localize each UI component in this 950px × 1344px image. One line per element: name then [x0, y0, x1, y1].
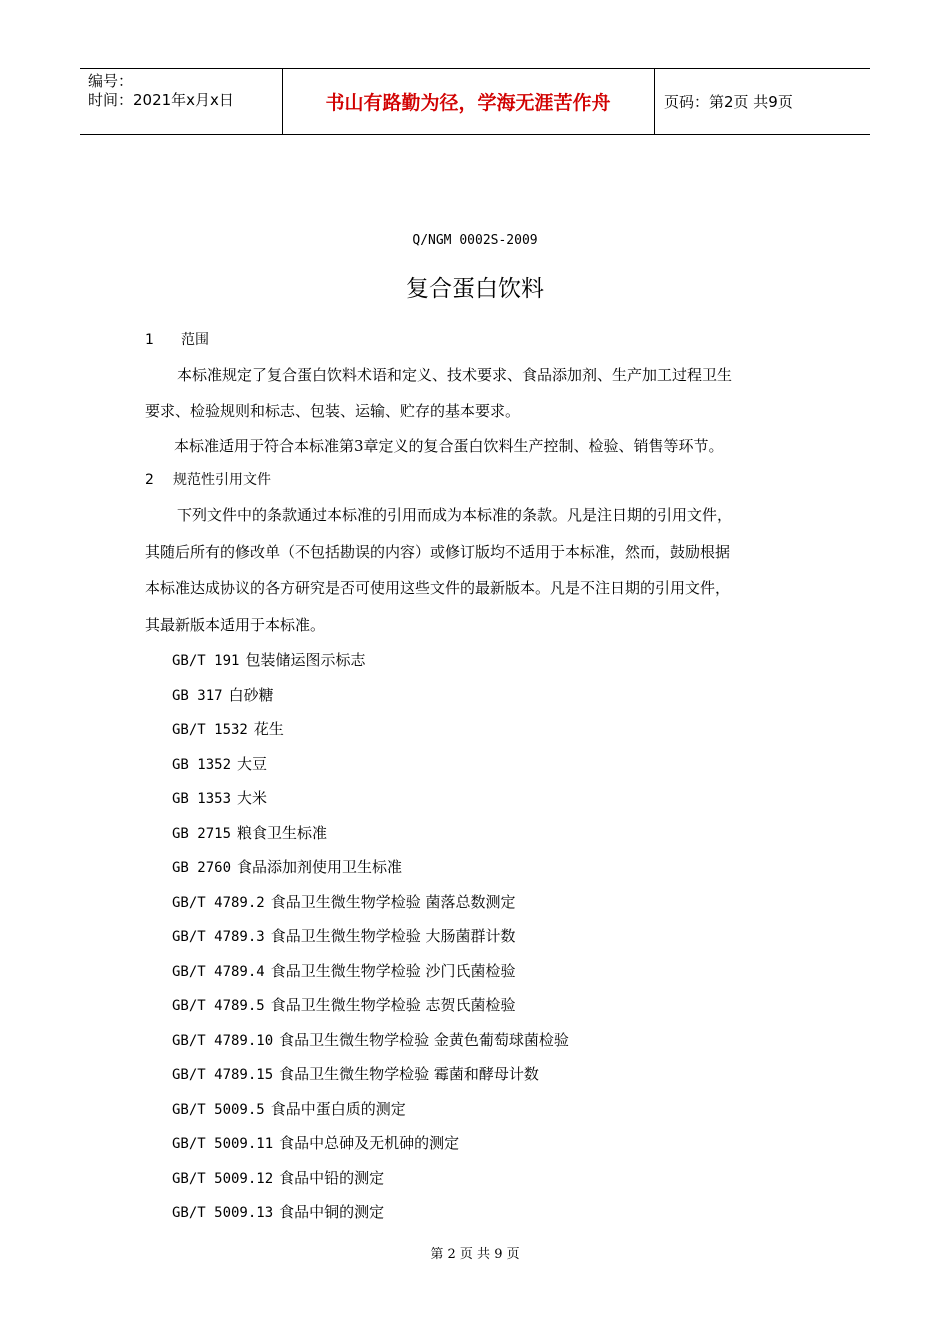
reference-item — [172, 1133, 459, 1154]
paragraph-line: 其最新版本适用于本标准。 — [145, 616, 326, 634]
document-title: 复合蛋白饮料 — [406, 276, 544, 302]
reference-code: GB/T 4789.4 — [172, 964, 265, 980]
page-footer: 第 2 页 共 9 页 — [430, 1247, 520, 1262]
reference-code: GB 2715 — [172, 826, 232, 842]
standard-number: Q/NGM 0002S-2009 — [412, 233, 538, 248]
header-table — [80, 68, 870, 135]
reference-name: 食品添加剂使用卫生标准 — [237, 858, 403, 876]
reference-name: 食品中蛋白质的测定 — [270, 1100, 406, 1118]
reference-item — [172, 754, 267, 775]
reference-name: 食品卫生微生物学检验 金黄色葡萄球菌检验 — [279, 1031, 569, 1049]
reference-code: GB/T 4789.3 — [172, 929, 265, 945]
reference-item — [172, 1168, 384, 1189]
reference-code: GB/T 4789.10 — [172, 1033, 274, 1049]
motto: 书山有路勤为径，学海无涯苦作舟 — [325, 92, 611, 114]
paragraph-line: 本标准达成协议的各方研究是否可使用这些文件的最新版本。凡是不注日期的引用文件， — [145, 579, 731, 597]
reference-code: GB/T 191 — [172, 653, 240, 669]
reference-item — [172, 823, 327, 844]
reference-item — [172, 685, 274, 706]
paragraph-line: 本标准适用于符合本标准第3章定义的复合蛋白饮料生产控制、检验、销售等环节。 — [174, 437, 724, 455]
reference-code: GB/T 4789.2 — [172, 895, 265, 911]
reference-code: GB 1352 — [172, 757, 232, 773]
reference-item — [172, 1202, 384, 1223]
reference-code: GB/T 1532 — [172, 722, 248, 738]
reference-name: 食品卫生微生物学检验 菌落总数测定 — [270, 893, 516, 911]
reference-item — [172, 1030, 569, 1051]
section-number: 1 — [145, 332, 154, 348]
reference-code: GB/T 4789.15 — [172, 1067, 274, 1083]
section-title: 范围 — [181, 332, 209, 348]
reference-code: GB/T 5009.13 — [172, 1205, 274, 1221]
reference-item — [172, 995, 516, 1016]
reference-code: GB/T 5009.5 — [172, 1102, 265, 1118]
reference-item — [172, 650, 365, 671]
reference-code: GB 1353 — [172, 791, 232, 807]
paragraph-line: 本标准规定了复合蛋白饮料术语和定义、技术要求、食品添加剂、生产加工过程卫生 — [177, 366, 733, 384]
reference-code: GB/T 5009.11 — [172, 1136, 274, 1152]
reference-item — [172, 719, 284, 740]
reference-item — [172, 961, 516, 982]
reference-name: 食品中铅的测定 — [279, 1169, 385, 1187]
reference-name: 食品卫生微生物学检验 霉菌和酵母计数 — [279, 1065, 539, 1083]
header-divider — [654, 69, 655, 134]
reference-name: 大豆 — [237, 755, 268, 773]
reference-name: 食品中铜的测定 — [279, 1203, 385, 1221]
reference-name: 食品卫生微生物学检验 志贺氏菌检验 — [270, 996, 516, 1014]
section-heading — [145, 331, 209, 349]
serial-label: 编号： — [88, 72, 134, 90]
reference-code: GB 317 — [172, 688, 223, 704]
paragraph-line: 要求、检验规则和标志、包装、运输、贮存的基本要求。 — [145, 402, 521, 420]
reference-name: 包装储运图示标志 — [245, 651, 366, 669]
reference-code: GB/T 5009.12 — [172, 1171, 274, 1187]
reference-item — [172, 892, 516, 913]
date-label: 时间：2021年x月x日 — [88, 91, 234, 109]
section-heading — [145, 471, 271, 489]
reference-name: 食品卫生微生物学检验 沙门氏菌检验 — [270, 962, 516, 980]
reference-item — [172, 926, 516, 947]
reference-name: 花生 — [253, 720, 284, 738]
reference-name: 粮食卫生标准 — [237, 824, 328, 842]
reference-item — [172, 1064, 539, 1085]
reference-item — [172, 857, 402, 878]
page-info: 页码：第2页 共9页 — [664, 93, 793, 111]
reference-name: 食品卫生微生物学检验 大肠菌群计数 — [270, 927, 516, 945]
reference-code: GB 2760 — [172, 860, 232, 876]
reference-item — [172, 788, 267, 809]
reference-name: 白砂糖 — [228, 686, 274, 704]
reference-item — [172, 1099, 406, 1120]
header-left-cell — [88, 72, 234, 110]
paragraph-line: 其随后所有的修改单（不包括勘误的内容）或修订版均不适用于本标准，然而，鼓励根据 — [145, 543, 731, 561]
reference-code: GB/T 4789.5 — [172, 998, 265, 1014]
section-number: 2 — [145, 472, 154, 488]
reference-name: 大米 — [237, 789, 268, 807]
reference-name: 食品中总砷及无机砷的测定 — [279, 1134, 460, 1152]
paragraph-line: 下列文件中的条款通过本标准的引用而成为本标准的条款。凡是注日期的引用文件， — [177, 506, 733, 524]
section-title: 规范性引用文件 — [173, 472, 271, 488]
